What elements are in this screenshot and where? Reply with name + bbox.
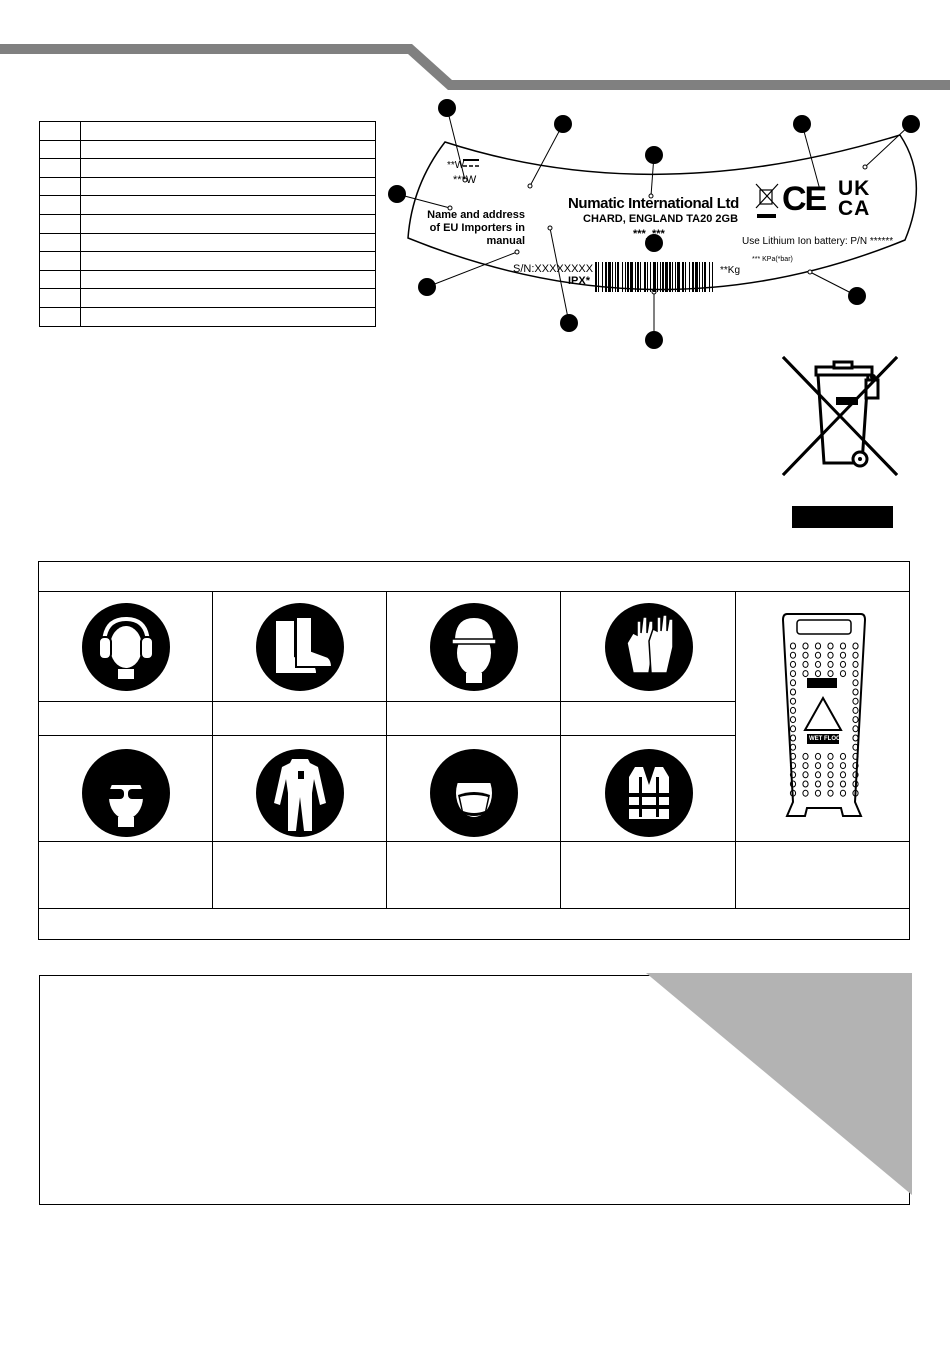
barcode-bar	[650, 262, 651, 292]
barcode-bar	[699, 262, 700, 292]
barcode-bar	[682, 262, 684, 292]
barcode-bar	[692, 262, 694, 292]
callout-dot-2	[554, 115, 572, 133]
barcode	[595, 262, 713, 292]
wet-floor-sign-icon	[779, 610, 869, 825]
divider	[212, 591, 213, 908]
barcode-bar	[704, 262, 706, 292]
barcode-bar	[608, 262, 611, 292]
power-bottom: ***W	[453, 174, 477, 186]
ear-protection-icon	[82, 603, 170, 691]
ukca-mark	[838, 179, 870, 219]
barcode-bar	[677, 262, 680, 292]
protective-suit-icon	[256, 749, 344, 837]
weee-bin-icon	[780, 355, 900, 530]
safety-boots-icon	[256, 603, 344, 691]
barcode-bar	[625, 262, 626, 292]
barcode-bar	[672, 262, 673, 292]
ce-mark: CE	[782, 180, 826, 218]
model-code: ***_***	[633, 228, 665, 240]
barcode-bar	[675, 262, 676, 292]
barcode-bar	[605, 262, 607, 292]
barcode-bar	[617, 262, 619, 292]
barcode-bar	[669, 262, 671, 292]
barcode-bar	[689, 262, 690, 292]
ukca-top: UK	[838, 177, 871, 200]
callout-dot-3	[645, 146, 663, 164]
divider	[38, 841, 910, 842]
barcode-bar	[702, 262, 703, 292]
maintenance-title: Underhåll	[691, 1060, 821, 1190]
divider	[38, 591, 910, 592]
divider	[735, 591, 736, 908]
company-address: CHARD, ENGLAND TA20 2GB	[583, 213, 739, 225]
callout-dot-10	[560, 314, 578, 332]
divider	[560, 591, 561, 908]
face-mask-icon	[430, 749, 518, 837]
barcode-bar	[637, 262, 639, 292]
hi-vis-vest-icon	[605, 749, 693, 837]
company-name: Numatic International Ltd	[568, 195, 739, 212]
importer-line-3: manual	[486, 235, 525, 247]
barcode-bar	[665, 262, 668, 292]
barcode-bar	[635, 262, 636, 292]
barcode-bar	[653, 262, 656, 292]
divider	[38, 735, 736, 736]
sign-caution: CAUTION	[809, 691, 837, 697]
importer-line-2: of EU Importers in	[429, 222, 525, 234]
barcode-bar	[595, 262, 597, 292]
sign-wet-floor: WET FLOOR	[809, 736, 845, 742]
head-protection-icon	[430, 603, 518, 691]
barcode-bar	[712, 262, 713, 292]
importer-text	[425, 209, 525, 248]
barcode-bar	[602, 262, 603, 292]
eye-protection-icon	[82, 749, 170, 837]
ip-rating: IPX*	[568, 275, 591, 287]
barcode-bar	[662, 262, 664, 292]
callout-dot-1	[438, 99, 456, 117]
barcode-bar	[657, 262, 658, 292]
barcode-bar	[709, 262, 710, 292]
barcode-bar	[630, 262, 633, 292]
callout-dot-9	[848, 287, 866, 305]
importer-line-1: Name and address	[427, 209, 525, 221]
callout-dot-8	[418, 278, 436, 296]
ukca-bottom: CA	[838, 197, 871, 220]
callout-dot-4	[793, 115, 811, 133]
divider	[386, 591, 387, 908]
barcode-bar	[598, 262, 599, 292]
barcode-bar	[685, 262, 686, 292]
divider	[38, 701, 736, 702]
pressure: *** KPa(*bar)	[752, 256, 793, 263]
barcode-bar	[627, 262, 629, 292]
weee-bar	[792, 506, 893, 528]
barcode-bar	[660, 262, 661, 292]
callout-dot-11	[645, 331, 663, 349]
weight: **Kg	[720, 265, 741, 276]
barcode-bar	[695, 262, 698, 292]
callout-dot-5	[902, 115, 920, 133]
power-top: **W	[447, 160, 465, 171]
callout-dot-6	[388, 185, 406, 203]
barcode-bar	[640, 262, 641, 292]
barcode-bar	[615, 262, 616, 292]
barcode-bar	[612, 262, 613, 292]
battery-note: Use Lithium Ion battery: P/N ******	[742, 236, 894, 247]
barcode-bar	[644, 262, 646, 292]
gloves-icon	[605, 603, 693, 691]
barcode-bar	[647, 262, 648, 292]
barcode-bar	[622, 262, 623, 292]
divider	[38, 908, 910, 909]
serial-number: S/N:XXXXXXXX	[513, 263, 594, 275]
